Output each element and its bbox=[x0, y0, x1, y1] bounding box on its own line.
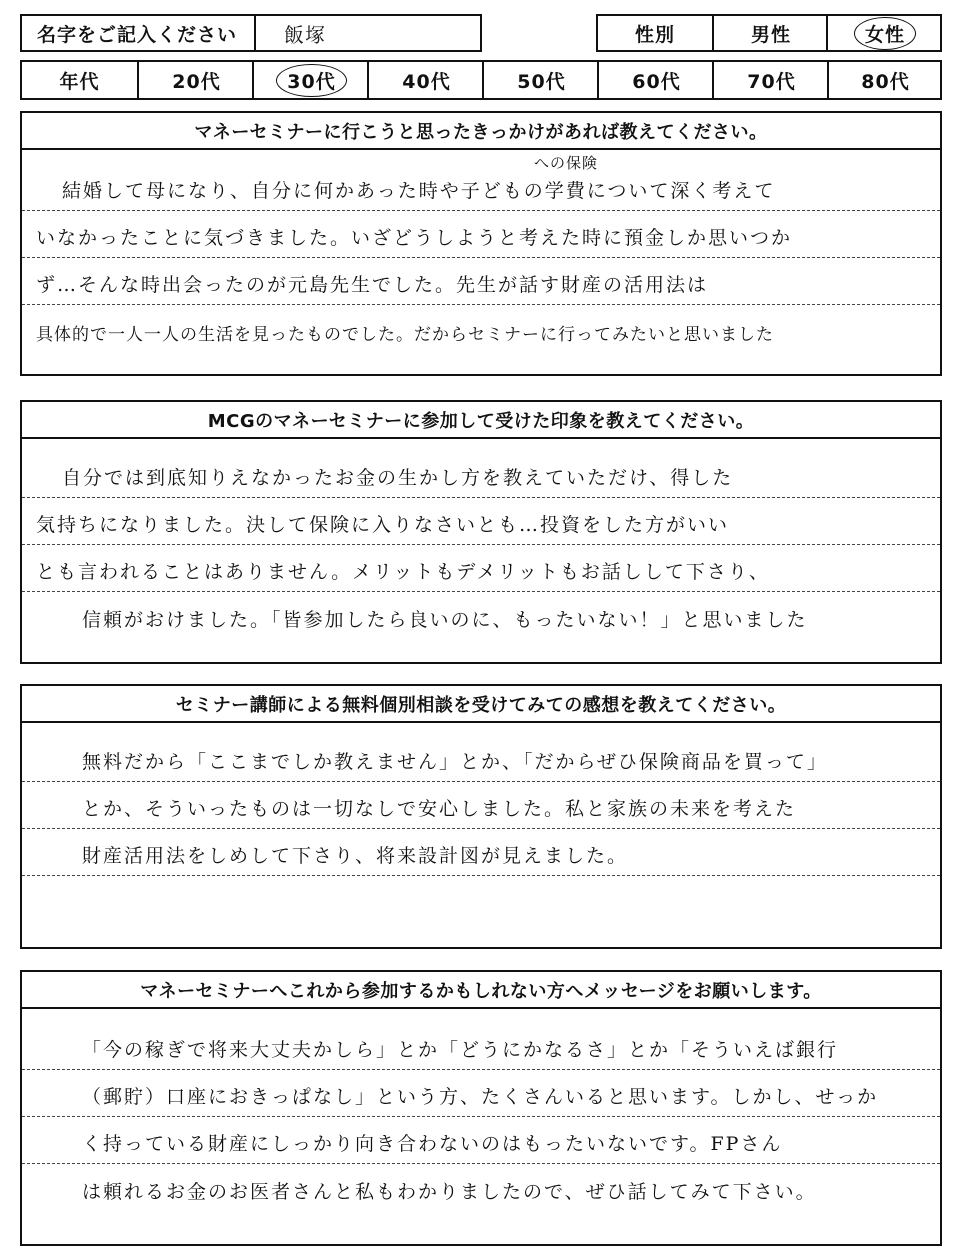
age-option-70s[interactable] bbox=[712, 62, 829, 98]
age-option-20s[interactable] bbox=[137, 62, 254, 98]
age-option-80s[interactable] bbox=[827, 62, 942, 98]
name-label: 名字をご記入ください bbox=[36, 23, 237, 46]
answer-line: く持っている財産にしっかり向き合わないのはもったいないです。FPさん bbox=[22, 1117, 940, 1164]
answer-line: とか、そういったものは一切なしで安心しました。私と家族の未来を考えた bbox=[22, 782, 940, 829]
age-row bbox=[20, 60, 942, 100]
section-title: MCGのマネーセミナーに参加して受けた印象を教えてください。 bbox=[22, 402, 940, 439]
age-option-label: 20代 bbox=[172, 70, 221, 93]
section-title: セミナー講師による無料個別相談を受けてみての感想を教えてください。 bbox=[22, 686, 940, 723]
answer-line: いなかったことに気づきました。いざどうしようと考えた時に預金しか思いつか bbox=[22, 211, 940, 258]
age-option-30s[interactable] bbox=[252, 62, 369, 98]
age-option-label: 40代 bbox=[402, 70, 451, 93]
question-section-1 bbox=[20, 111, 942, 376]
gender-option-female-label: 女性 bbox=[854, 17, 916, 50]
margin-annotation: への保険 bbox=[534, 154, 599, 172]
gender-label: 性別 bbox=[634, 23, 675, 46]
answer-area[interactable] bbox=[22, 1009, 940, 1246]
age-option-50s[interactable] bbox=[482, 62, 599, 98]
answer-line: 「今の稼ぎで将来大丈夫かしら」とか「どうにかなるさ」とか「そういえば銀行 bbox=[22, 1023, 940, 1070]
answer-line: 具体的で一人一人の生活を見ったものでした。だからセミナーに行ってみたいと思いました bbox=[36, 325, 774, 345]
question-section-2 bbox=[20, 400, 942, 664]
answer-line: ず…そんな時出会ったのが元島先生でした。先生が話す財産の活用法は bbox=[22, 258, 940, 305]
age-option-label: 70代 bbox=[747, 70, 796, 93]
answer-line: 信頼がおけました。「皆参加したら良いのに、もったいない！」と思いました bbox=[82, 609, 808, 631]
age-option-label: 50代 bbox=[517, 70, 566, 93]
gender-option-female[interactable] bbox=[826, 16, 942, 50]
age-option-60s[interactable] bbox=[597, 62, 714, 98]
answer-line: 無料だから「ここまでしか教えません」とか、「だからぜひ保険商品を買って」 bbox=[22, 735, 940, 782]
age-option-label: 80代 bbox=[861, 70, 910, 93]
question-section-4 bbox=[20, 970, 942, 1246]
answer-line: とも言われることはありません。メリットもデメリットもお話しして下さり、 bbox=[22, 545, 940, 592]
name-row bbox=[20, 14, 482, 52]
age-option-40s[interactable] bbox=[367, 62, 484, 98]
age-option-label: 30代 bbox=[276, 64, 346, 97]
answer-line: は頼れるお金のお医者さんと私もわかりましたので、ぜひ話してみて下さい。 bbox=[82, 1181, 817, 1203]
answer-line bbox=[22, 876, 940, 923]
age-label: 年代 bbox=[59, 70, 100, 93]
answer-line: 財産活用法をしめして下さり、将来設計図が見えました。 bbox=[22, 829, 940, 876]
answer-area[interactable] bbox=[22, 150, 940, 376]
answer-line: 気持ちになりました。決して保険に入りなさいとも…投資をした方がいい bbox=[22, 498, 940, 545]
question-section-3 bbox=[20, 684, 942, 949]
name-value[interactable]: 飯塚 bbox=[254, 16, 480, 50]
age-option-label: 60代 bbox=[632, 70, 681, 93]
gender-row bbox=[596, 14, 942, 52]
answer-line: 結婚して母になり、自分に何かあった時や子どもの学費について深く考えて bbox=[22, 164, 940, 211]
answer-area[interactable] bbox=[22, 723, 940, 949]
answer-line: （郵貯）口座におきっぱなし」という方、たくさんいると思います。しかし、せっか bbox=[22, 1070, 940, 1117]
gender-option-male[interactable] bbox=[712, 16, 828, 50]
section-title: マネーセミナーへこれから参加するかもしれない方へメッセージをお願いします。 bbox=[22, 972, 940, 1009]
answer-area[interactable] bbox=[22, 439, 940, 664]
gender-option-male-label: 男性 bbox=[750, 23, 791, 46]
answer-line: 自分では到底知りえなかったお金の生かし方を教えていただけ、得した bbox=[22, 451, 940, 498]
section-title: マネーセミナーに行こうと思ったきっかけがあれば教えてください。 bbox=[22, 113, 940, 150]
